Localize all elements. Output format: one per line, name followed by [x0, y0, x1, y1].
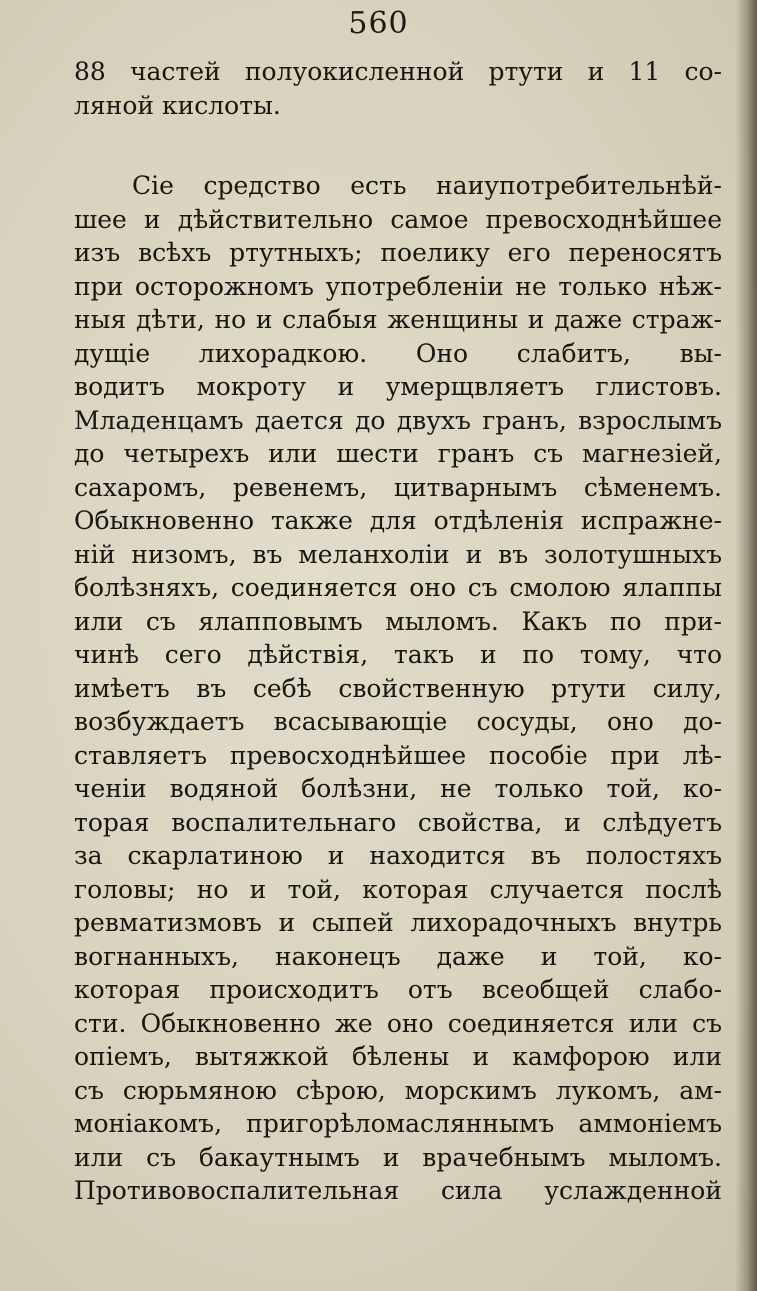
page-number: 560 [348, 6, 409, 41]
text-line: ныя дѣти, но и слабыя женщины и даже страж- [74, 305, 722, 334]
text-line: возбуждаетъ всасывающіе сосуды, оно до- [74, 707, 722, 736]
text-line: ставляетъ превосходнѣйшее пособіе при лѣ- [74, 740, 722, 770]
paragraph-1 [74, 55, 722, 122]
text-line: ній низомъ, въ меланхоліи и въ золотушныхъ [74, 539, 722, 569]
text-line: за скарлатиною и находится въ полостяхъ [74, 841, 722, 870]
text-line: ляной кислоты. [74, 90, 281, 120]
text-line: Противовоспалительная сила услажденной [74, 1176, 722, 1205]
text-line: или съ бакаутнымъ и врачебнымъ мыломъ. [74, 1142, 722, 1172]
text-line: сти. Обыкновенно же оно соединяется или съ [74, 1008, 722, 1038]
text-line: имѣетъ въ себѣ свойственную ртути силу, [74, 673, 722, 703]
text-line: до четырехъ или шести гранъ съ магнезіей, [74, 439, 722, 468]
text-line: ченіи водяной болѣзни, не только той, ко- [74, 774, 722, 803]
text-line: чинѣ сего дѣйствія, такъ и по тому, что [74, 640, 722, 669]
text-line: ревматизмовъ и сыпей лихорадочныхъ внутрь [74, 908, 722, 937]
paragraph-gap [74, 122, 722, 169]
text-line: опіемъ, вытяжкой бѣлены и камфорою или [74, 1042, 722, 1071]
text-line: при осторожномъ употребленіи не только нѣж- [74, 271, 722, 301]
text-line: торая воспалительнаго свойства, и слѣдуетъ [74, 807, 722, 837]
text-line: или съ ялапповымъ мыломъ. Какъ по при- [74, 606, 722, 636]
text-line: изъ всѣхъ ртутныхъ; поелику его переносятъ [74, 238, 722, 267]
body-text [74, 55, 722, 1208]
text-line: сахаромъ, ревенемъ, цитварнымъ сѣменемъ. [74, 472, 722, 502]
text-line: Младенцамъ дается до двухъ гранъ, взрослымъ [74, 405, 722, 435]
text-line: водитъ мокроту и умерщвляетъ глистовъ. [74, 372, 722, 401]
page-gutter-shadow [735, 0, 757, 1291]
text-line: болѣзняхъ, соединяется оно съ смолою ялаппы [74, 573, 722, 602]
text-line: вогнанныхъ, наконецъ даже и той, ко- [74, 941, 722, 971]
paragraph-2 [74, 169, 722, 1208]
text-line: съ сюрьмяною сѣрою, морскимъ лукомъ, ам- [74, 1075, 722, 1105]
text-line: Сіе средство есть наиупотребительнѣй- [132, 171, 722, 200]
text-line: Обыкновенно также для отдѣленія испражне- [74, 506, 722, 535]
text-line: моніакомъ, пригорѣломасляннымъ аммоніемъ [74, 1109, 722, 1138]
text-line: шее и дѣйствительно самое превосходнѣйшее [74, 204, 722, 234]
text-line: головы; но и той, которая случается послѣ [74, 874, 722, 904]
text-line: которая происходитъ отъ всеобщей слабо- [74, 975, 722, 1004]
text-line: дущіе лихорадкою. Оно слабитъ, вы- [74, 338, 722, 368]
text-line: 88 частей полуокисленной ртути и 11 со- [74, 57, 722, 86]
